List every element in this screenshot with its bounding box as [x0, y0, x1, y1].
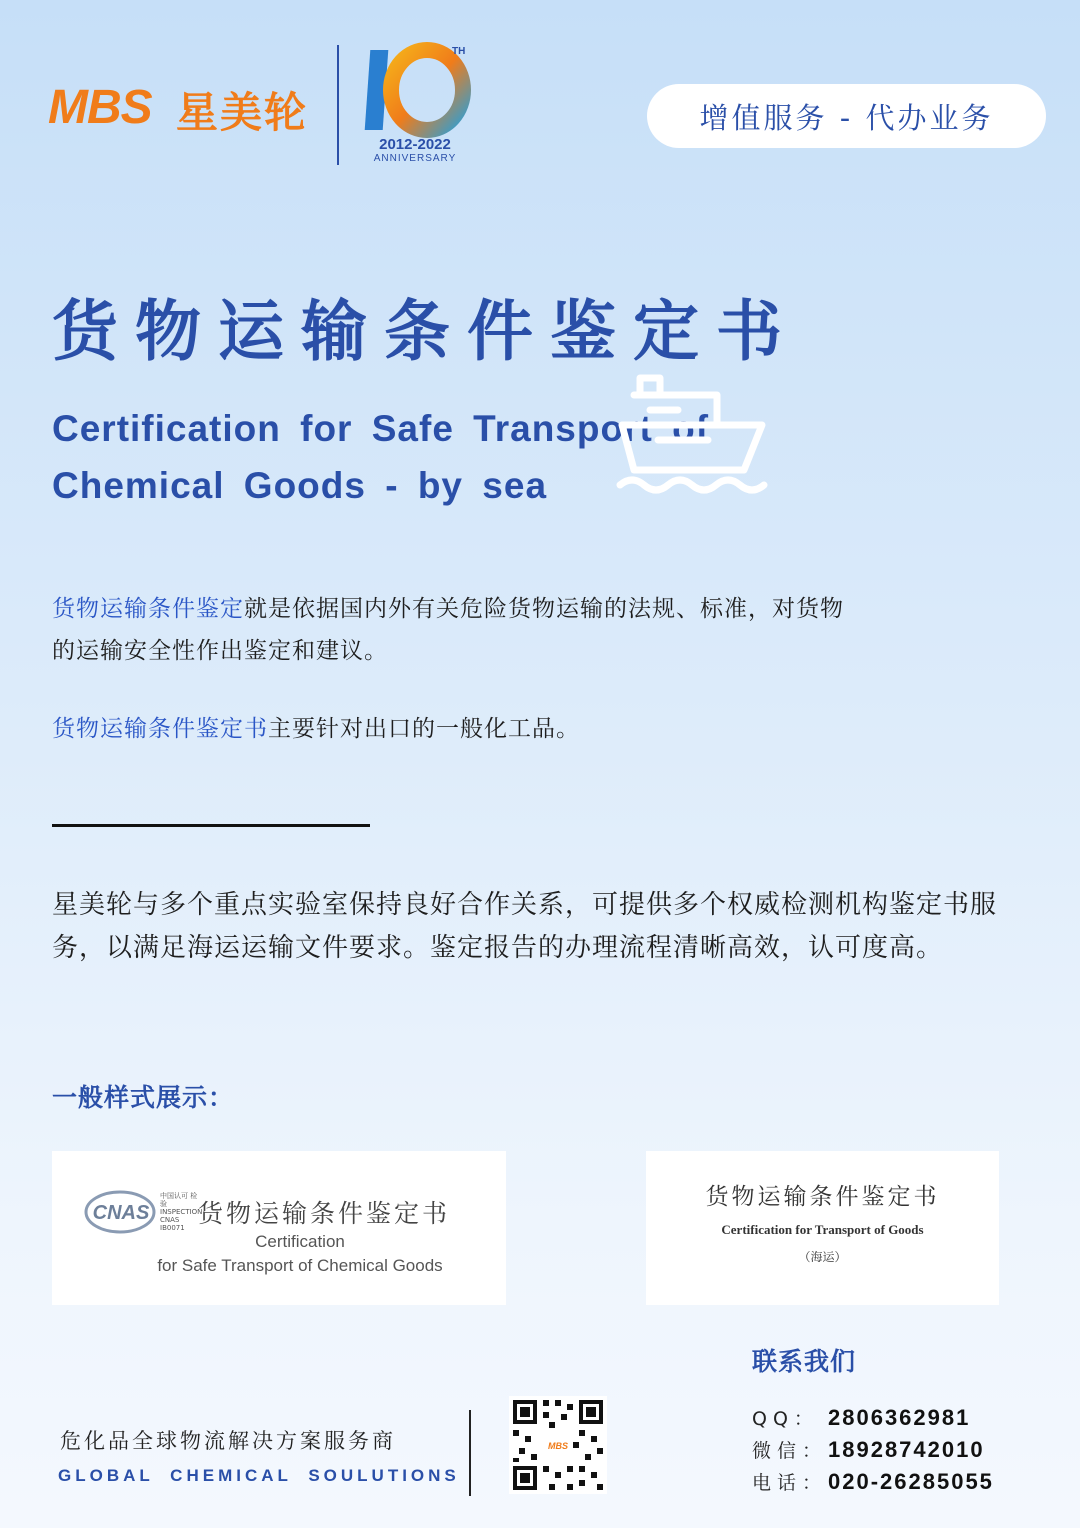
anniversary-years: 2012-2022	[379, 136, 451, 153]
intro-highlight-2: 货物运输条件鉴定书	[52, 716, 268, 742]
intro-highlight-1: 货物运输条件鉴定	[52, 596, 244, 622]
contact-heading: 联系我们	[752, 1347, 857, 1376]
samples-heading: 一般样式展示：	[52, 1083, 235, 1112]
footer-tagline-en: GLOBAL CHEMICAL SOULUTIONS	[58, 1466, 460, 1485]
qq-value: 2806362981	[828, 1405, 971, 1430]
cnas-logo-icon	[84, 1188, 158, 1236]
sample1-en-line2: for Safe Transport of Chemical Goods	[157, 1256, 443, 1275]
intro-text-2: 主要针对出口的一般化工品。	[268, 716, 580, 742]
title-en-line1: Certification for Safe Transport of	[52, 408, 710, 449]
brand-logo-mbs: MBS	[48, 81, 152, 134]
title-en-line2: Chemical Goods - by sea	[52, 465, 548, 506]
wechat-value: 18928742010	[828, 1437, 985, 1462]
page-title-cn: 货物运输条件鉴定书	[52, 293, 799, 370]
intro-text-1: 就是依据国内外有关危险货物运输的法规、标准，对货物的运输安全性作出鉴定和建议。	[52, 596, 844, 664]
sample1-en-line1: Certification	[255, 1232, 345, 1251]
service-badge: 增值服务 - 代办业务	[647, 84, 1046, 148]
phone-value: 020-26285055	[828, 1469, 994, 1494]
svg-text:TH: TH	[452, 46, 466, 57]
wechat-label: 微信：	[752, 1440, 828, 1462]
sample2-sub: （海运）	[798, 1250, 847, 1264]
svg-text:MBS: MBS	[548, 1441, 568, 1451]
logo-divider	[337, 45, 339, 165]
contact-phone	[752, 1468, 994, 1495]
sample1-title: 货物运输条件鉴定书	[198, 1199, 451, 1228]
cnas-small-text: 中国认可 检验 INSPECTION CNAS IB0071	[160, 1192, 203, 1232]
contact-wechat	[752, 1436, 985, 1463]
anniversary-label: ANNIVERSARY	[373, 153, 457, 164]
brand-logo-cn: 星美轮	[176, 88, 309, 137]
service-paragraph: 星美轮与多个重点实验室保持良好合作关系，可提供多个权威检测机构鉴定书服务，以满足海运运输文件要求。鉴定报告的办理流程清晰高效，认可度高。	[52, 890, 998, 963]
intro-paragraph-2	[52, 708, 852, 750]
phone-label: 电话：	[752, 1472, 828, 1494]
sample2-en: Certification for Transport of Goods	[721, 1222, 924, 1237]
section-divider	[52, 824, 370, 827]
sample2-title: 货物运输条件鉴定书	[705, 1184, 940, 1210]
contact-qq	[752, 1404, 970, 1431]
qr-code-icon	[509, 1396, 607, 1494]
qq-label: QQ：	[752, 1408, 819, 1430]
svg-text:CNAS: CNAS	[92, 1202, 150, 1224]
intro-paragraph-1	[52, 588, 852, 672]
ship-icon	[612, 370, 772, 505]
footer-tagline-cn: 危化品全球物流解决方案服务商	[60, 1429, 396, 1453]
footer-divider	[469, 1410, 471, 1496]
